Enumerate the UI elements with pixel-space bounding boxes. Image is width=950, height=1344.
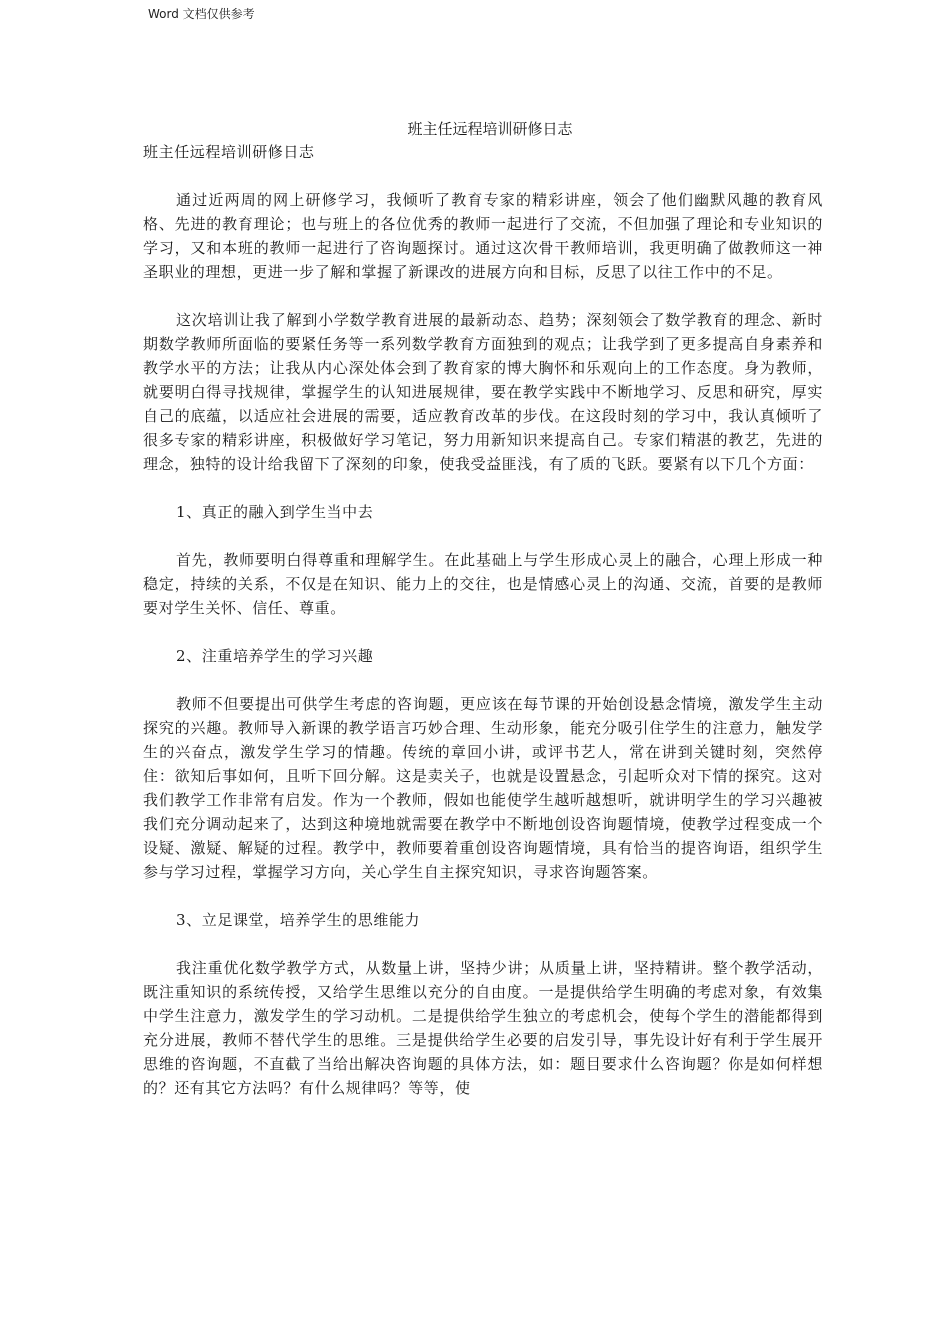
header-note: Word 文档仅供参考 xyxy=(148,7,255,21)
document-title: 班主任远程培训研修日志 xyxy=(407,120,573,138)
document-body xyxy=(143,140,823,1124)
document-subtitle: 班主任远程培训研修日志 xyxy=(143,143,315,161)
paragraph: 教师不但要提出可供学生考虑的咨询题，更应该在每节课的开始创设悬念情境，激发学生主动探究的兴趣。教师导入新课的教学语言巧妙合理、生动形象，能充分吸引住学生的注意力，触发学生的兴奋点，激发学生学习的情趣。传统的章回小讲，或评书艺人，常在讲到关键时刻，突然停住：欲知后事如何，且听下回分解。这是卖关子，也就是设置悬念，引起听众对下情的探究。这对我们教学工作非常有启发。作为一个教师，假如也能使学生越听越想听，就讲明学生的学习兴趣被我们充分调动起来了，达到这种境地就需要在教学中不断地创设咨询题情境，使教学过程变成一个设疑、激疑、解疑的过程。教学中，教师要着重创设咨询题情境，具有恰当的提咨询语，组织学生参与学习过程，掌握学习方向，关心学生自主探究知识，寻求咨询题答案。 xyxy=(143,695,823,881)
paragraph: 通过近两周的网上研修学习，我倾听了教育专家的精彩讲座，领会了他们幽默风趣的教育风格、先进的教育理论；也与班上的各位优秀的教师一起进行了交流，不但加强了理论和专业知识的学习，又和本班的教师一起进行了咨询题探讨。通过这次骨干教师培训，我更明确了做教师这一神圣职业的理想，更进一步了解和掌握了新课改的进展方向和目标，反思了以往工作中的不足。 xyxy=(143,191,823,281)
section-heading: 3、立足课堂，培养学生的思维能力 xyxy=(176,911,421,929)
paragraph: 首先，教师要明白得尊重和理解学生。在此基础上与学生形成心灵上的融合，心理上形成一种稳定，持续的关系，不仅是在知识、能力上的交往，也是情感心灵上的沟通、交流，首要的是教师要对学生关怀、信任、尊重。 xyxy=(143,551,823,617)
section-heading: 1、真正的融入到学生当中去 xyxy=(176,503,374,521)
section-heading: 2、注重培养学生的学习兴趣 xyxy=(176,647,374,665)
paragraph: 这次培训让我了解到小学数学教育进展的最新动态、趋势；深刻领会了数学教育的理念、新时期数学教师所面临的要紧任务等一系列数学教育方面独到的观点；让我学到了更多提高自身素养和教学水平的方法；让我从内心深处体会到了教育家的博大胸怀和乐观向上的工作态度。身为教师，就要明白得寻找规律，掌握学生的认知进展规律，要在教学实践中不断地学习、反思和研究，厚实自己的底蕴，以适应社会进展的需要，适应教育改革的步伐。在这段时刻的学习中，我认真倾听了很多专家的精彩讲座，积极做好学习笔记，努力用新知识来提高自己。专家们精湛的教艺，先进的理念，独特的设计给我留下了深刻的印象，使我受益匪浅，有了质的飞跃。要紧有以下几个方面： xyxy=(143,311,823,473)
paragraph: 我注重优化数学教学方式，从数量上讲，坚持少讲；从质量上讲，坚持精讲。整个教学活动，既注重知识的系统传授，又给学生思维以充分的自由度。一是提供给学生明确的考虑对象，有效集中学生注意力，激发学生的学习动机。二是提供给学生独立的考虑机会，使每个学生的潜能都得到充分进展，教师不替代学生的思维。三是提供给学生必要的启发引导，事先设计好有利于学生展开思维的咨询题，不直截了当给出解决咨询题的具体方法，如：题目要求什么咨询题？你是如何样想的？还有其它方法吗？有什么规律吗？等等，使 xyxy=(143,959,823,1097)
